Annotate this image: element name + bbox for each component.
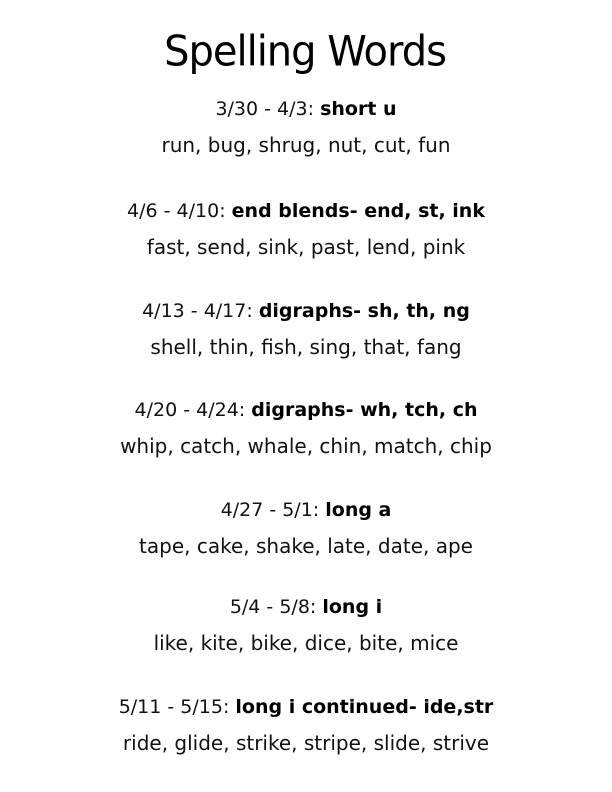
- week-block-6: [0, 594, 612, 658]
- week-topic: long i: [322, 596, 383, 618]
- week-block-1: [0, 96, 612, 160]
- week-block-3: [0, 298, 612, 362]
- week-block-2: [0, 198, 612, 262]
- week-dates: 4/27 - 5/1:: [220, 499, 320, 521]
- week-topic: digraphs- sh, th, ng: [258, 300, 470, 322]
- week-dates: 4/6 - 4/10:: [127, 200, 226, 222]
- week-header: [0, 298, 612, 324]
- week-header: [0, 694, 612, 720]
- word-list: ride, glide, strike, stripe, slide, strive: [122, 731, 490, 755]
- word-list: run, bug, shrug, nut, cut, fun: [161, 133, 451, 157]
- word-list: tape, cake, shake, late, date, ape: [139, 534, 473, 558]
- word-list: fast, send, sink, past, lend, pink: [146, 235, 466, 259]
- week-topic: digraphs- wh, tch, ch: [251, 399, 478, 421]
- word-list: like, kite, bike, dice, bite, mice: [153, 631, 459, 655]
- week-topic: short u: [320, 98, 397, 120]
- week-dates: 4/13 - 4/17:: [142, 300, 253, 322]
- week-header: [0, 497, 612, 523]
- week-dates: 5/4 - 5/8:: [229, 596, 317, 618]
- word-list: whip, catch, whale, chin, match, chip: [120, 434, 492, 458]
- week-header: [0, 96, 612, 122]
- week-block-7: [0, 694, 612, 758]
- word-list: shell, thin, fish, sing, that, fang: [150, 335, 462, 359]
- week-dates: 5/11 - 5/15:: [118, 696, 230, 718]
- week-dates: 4/20 - 4/24:: [134, 399, 246, 421]
- page-title: Spelling Words: [164, 27, 446, 77]
- week-topic: end blends- end, st, ink: [231, 200, 485, 222]
- week-header: [0, 594, 612, 620]
- week-block-5: [0, 497, 612, 561]
- week-dates: 3/30 - 4/3:: [215, 98, 315, 120]
- week-topic: long a: [325, 499, 392, 521]
- week-topic: long i continued- ide,str: [235, 696, 494, 718]
- week-block-4: [0, 397, 612, 461]
- week-header: [0, 198, 612, 224]
- week-header: [0, 397, 612, 423]
